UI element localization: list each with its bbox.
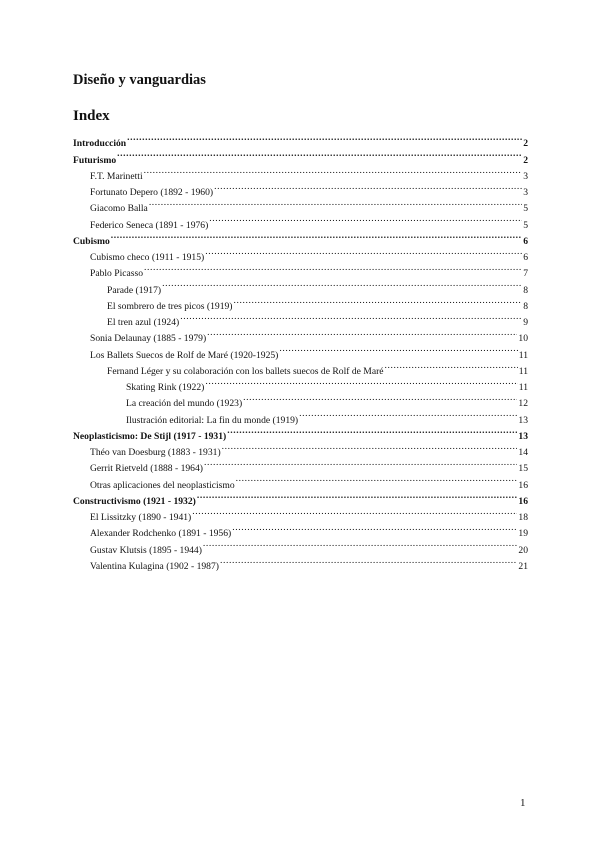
toc-entry[interactable] xyxy=(73,163,528,182)
toc-entry-page: 10 xyxy=(518,333,528,345)
toc-dot-leader xyxy=(117,146,522,162)
toc-dot-leader xyxy=(220,553,517,569)
table-of-contents xyxy=(73,130,528,572)
toc-entry-page: 8 xyxy=(523,300,528,312)
index-heading: Index xyxy=(73,108,110,124)
toc-dot-leader xyxy=(227,423,517,439)
toc-dot-leader xyxy=(243,390,517,406)
toc-entry-label: Gustav Klutsis (1895 - 1944) xyxy=(90,544,202,556)
toc-entry-label: Ilustración editorial: La fin du monde (1919) xyxy=(126,414,299,426)
toc-entry-page: 20 xyxy=(518,544,528,556)
toc-dot-leader xyxy=(144,163,523,179)
toc-entry-label: Fernand Léger y su colaboración con los ballets suecos de Rolf de Maré xyxy=(107,365,384,377)
toc-entry-page: 3 xyxy=(523,187,528,198)
toc-dot-leader xyxy=(144,260,522,276)
toc-entry-page: 12 xyxy=(518,398,528,410)
toc-dot-leader xyxy=(299,406,517,422)
toc-entry-label: Otras aplicaciones del neoplasticismo xyxy=(90,479,235,491)
toc-entry-page: 9 xyxy=(523,317,528,328)
toc-dot-leader xyxy=(149,195,522,211)
toc-entry-page: 5 xyxy=(523,219,528,231)
toc-dot-leader xyxy=(127,130,522,146)
toc-entry-label: Federico Seneca (1891 - 1976) xyxy=(90,219,209,231)
toc-entry[interactable] xyxy=(73,244,528,263)
toc-entry-label: Futurismo xyxy=(73,154,117,166)
toc-entry-label: La creación del mundo (1923) xyxy=(126,398,243,410)
toc-entry-page: 21 xyxy=(518,560,528,572)
toc-entry-page: 11 xyxy=(518,365,528,377)
toc-entry-label: Parade (1917) xyxy=(107,284,162,296)
toc-dot-leader xyxy=(197,488,518,504)
toc-entry-label: Sonia Delaunay (1885 - 1979) xyxy=(90,333,207,345)
toc-entry-label: Skating Rink (1922) xyxy=(126,382,205,393)
toc-entry-page: 19 xyxy=(518,528,528,540)
toc-entry-page: 5 xyxy=(523,203,528,215)
toc-dot-leader xyxy=(236,471,518,487)
toc-entry-label: Constructivismo (1921 - 1932) xyxy=(73,495,196,507)
toc-entry-label: Gerrit Rietveld (1888 - 1964) xyxy=(90,463,203,475)
page-number: 1 xyxy=(520,797,526,809)
toc-dot-leader xyxy=(279,341,517,357)
toc-dot-leader xyxy=(232,520,517,536)
toc-dot-leader xyxy=(207,325,517,341)
toc-entry[interactable] xyxy=(73,146,528,166)
toc-entry-label: Giacomo Balla xyxy=(90,203,148,215)
toc-entry-label: Alexander Rodchenko (1891 - 1956) xyxy=(90,528,232,540)
toc-entry-page: 6 xyxy=(523,252,528,263)
toc-dot-leader xyxy=(234,293,523,309)
toc-entry-label: El sombrero de tres picos (1919) xyxy=(107,300,233,312)
toc-entry-page: 18 xyxy=(518,512,528,523)
toc-entry-page: 2 xyxy=(523,138,528,150)
toc-entry-label: Pablo Picasso xyxy=(90,268,144,280)
toc-entry-page: 7 xyxy=(523,268,528,280)
toc-dot-leader xyxy=(192,504,517,520)
toc-dot-leader xyxy=(180,309,522,325)
toc-dot-leader xyxy=(204,455,517,471)
toc-dot-leader xyxy=(209,211,522,227)
toc-dot-leader xyxy=(205,374,517,390)
toc-entry-label: El Lissitzky (1890 - 1941) xyxy=(90,512,192,523)
toc-entry-label: Neoplasticismo: De Stijl (1917 - 1931) xyxy=(73,430,227,442)
toc-dot-leader xyxy=(162,276,522,292)
toc-dot-leader xyxy=(111,228,522,244)
toc-entry-label: Los Ballets Suecos de Rolf de Maré (1920-1925) xyxy=(90,349,279,361)
toc-entry-page: 13 xyxy=(518,430,528,442)
toc-dot-leader xyxy=(222,439,518,455)
toc-entry[interactable] xyxy=(73,228,528,247)
toc-entry-page: 3 xyxy=(523,170,528,182)
toc-entry-label: El tren azul (1924) xyxy=(107,317,180,328)
toc-entry-label: Introducción xyxy=(73,138,127,150)
toc-dot-leader xyxy=(385,358,518,374)
toc-dot-leader xyxy=(205,244,522,260)
document-title: Diseño y vanguardias xyxy=(73,72,206,88)
toc-entry[interactable] xyxy=(73,130,528,150)
toc-entry-page: 2 xyxy=(523,154,528,166)
toc-entry-page: 16 xyxy=(518,479,528,491)
toc-entry-page: 11 xyxy=(518,382,528,393)
toc-entry-page: 15 xyxy=(518,463,528,475)
toc-entry-page: 13 xyxy=(518,414,528,426)
toc-entry-page: 6 xyxy=(523,235,528,247)
toc-entry-page: 16 xyxy=(518,495,528,507)
toc-entry-page: 14 xyxy=(518,447,528,458)
toc-entry-label: Cubismo checo (1911 - 1915) xyxy=(90,252,205,263)
toc-dot-leader xyxy=(203,536,517,552)
toc-entry-page: 11 xyxy=(518,349,528,361)
toc-entry-page: 8 xyxy=(523,284,528,296)
toc-dot-leader xyxy=(214,179,522,195)
toc-entry-label: F.T. Marinetti xyxy=(90,170,143,182)
toc-entry-label: Théo van Doesburg (1883 - 1931) xyxy=(90,447,221,458)
toc-entry-label: Cubismo xyxy=(73,235,110,247)
toc-entry-label: Valentina Kulagina (1902 - 1987) xyxy=(90,560,219,572)
toc-entry-label: Fortunato Depero (1892 - 1960) xyxy=(90,187,214,198)
